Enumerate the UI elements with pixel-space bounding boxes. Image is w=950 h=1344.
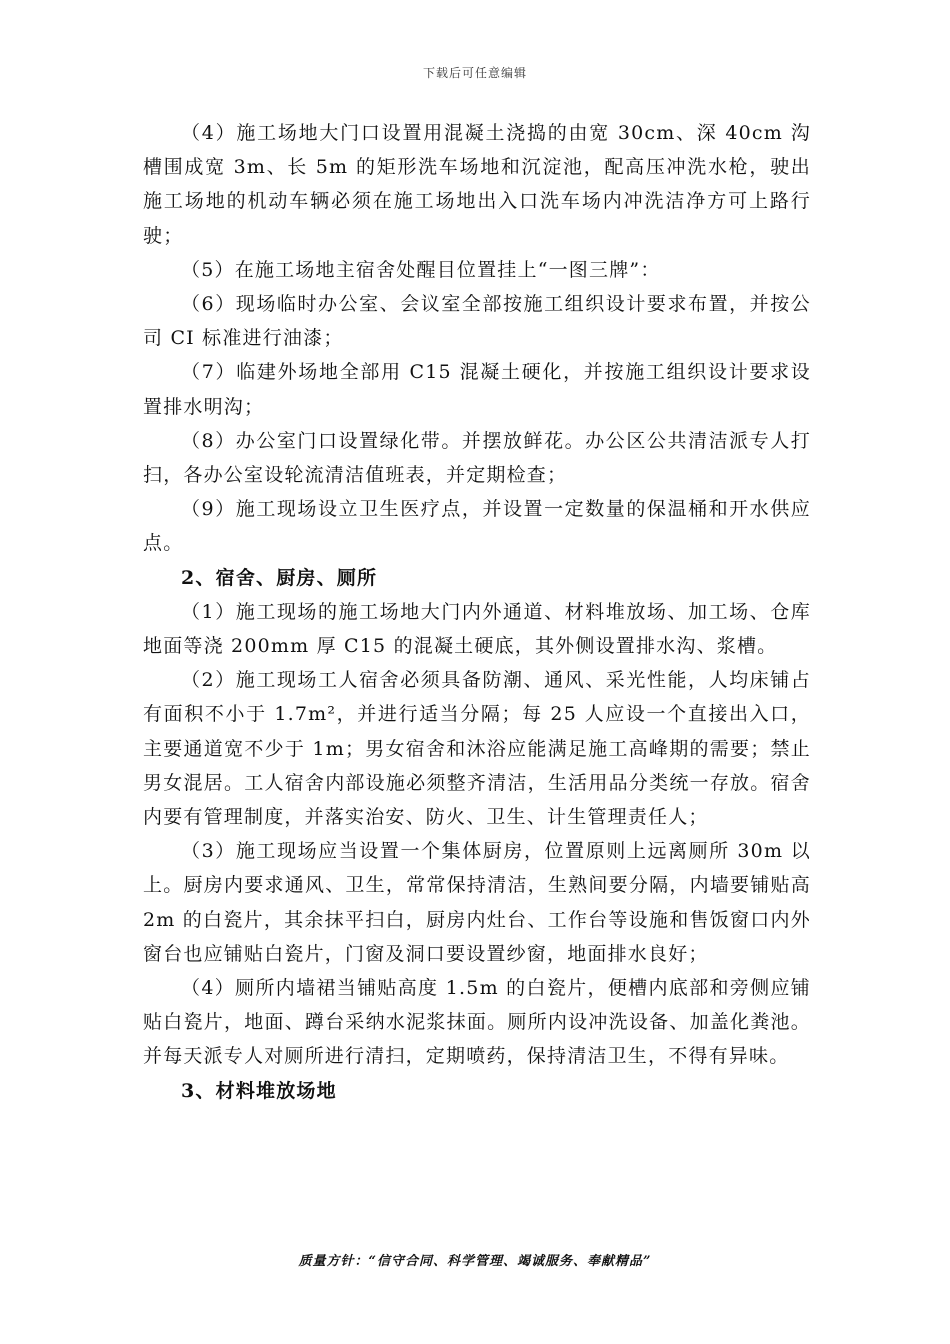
- paragraph-dorm-item-3: （3）施工现场应当设置一个集体厨房，位置原则上远离厕所 30m 以上。厨房内要求通风、卫生，常常保持清洁，生熟间要分隔，内墙要铺贴高 2m 的白瓷片，其余抹平扫白，厨房内灶台、工作台等设施和售饭窗口内外窗台也应铺贴白瓷片，门窗及洞口要设置纱窗，地面排水良好；: [143, 840, 811, 965]
- paragraph-dorm-item-4: （4）厕所内墙裙当铺贴高度 1.5m 的白瓷片，便槽内底部和旁侧应铺贴白瓷片，地面、蹲台采纳水泥浆抹面。厕所内设冲洗设备、加盖化粪池。并每天派专人对厕所进行清扫，定期喷药，保持清洁卫生，不得有异味。: [143, 977, 811, 1068]
- paragraph-dorm-item-1: （1）施工现场的施工场地大门内外通道、材料堆放场、加工场、仓库地面等浇 200mm 厚 C15 的混凝土硬底，其外侧设置排水沟、浆槽。: [143, 600, 811, 658]
- paragraph-item-8: （8）办公室门口设置绿化带。并摆放鲜花。办公区公共清洁派专人打扫，各办公室设轮流清洁值班表，并定期检查；: [143, 429, 811, 487]
- section-heading-materials: 3、材料堆放场地: [181, 1079, 337, 1102]
- page-header: 下载后可任意编辑: [422, 66, 527, 80]
- paragraph-item-6: （6）现场临时办公室、会议室全部按施工组织设计要求布置，并按公司 CI 标准进行油漆；: [143, 293, 811, 350]
- paragraph-item-9: （9）施工现场设立卫生医疗点，并设置一定数量的保温桶和开水供应点。: [143, 498, 811, 555]
- paragraph-item-4: （4）施工场地大门口设置用混凝土浇捣的由宽 30cm、深 40cm 沟槽围成宽 3m、长 5m 的矩形洗车场地和沉淀池，配高压冲洗水枪，驶出施工场地的机动车辆必须在施工场地出入口洗车场内冲洗洁净方可上路行驶；: [143, 122, 811, 247]
- page-footer: 质量方针：“信守合同、科学管理、竭诚服务、奉献精品”: [298, 1254, 652, 1269]
- paragraph-item-5: （5）在施工场地主宿舍处醒目位置挂上“一图三牌”：: [181, 258, 661, 281]
- document-body: [143, 116, 811, 1108]
- paragraph-dorm-item-2: （2）施工现场工人宿舍必须具备防潮、通风、采光性能，人均床铺占有面积不小于 1.7m²，并进行适当分隔；每 25 人应设一个直接出入口，主要通道宽不少于 1m；男女宿舍和沐浴应能满足施工高峰期的需要；禁止男女混居。工人宿舍内部设施必须整齐清洁，生活用品分类统一存放。宿舍内要有管理制度，并落实治安、防火、卫生、计生管理责任人；: [143, 669, 811, 829]
- section-heading-dormitory: 2、宿舍、厨房、厕所: [181, 566, 378, 589]
- paragraph-item-7: （7）临建外场地全部用 C15 混凝土硬化，并按施工组织设计要求设置排水明沟；: [143, 361, 811, 418]
